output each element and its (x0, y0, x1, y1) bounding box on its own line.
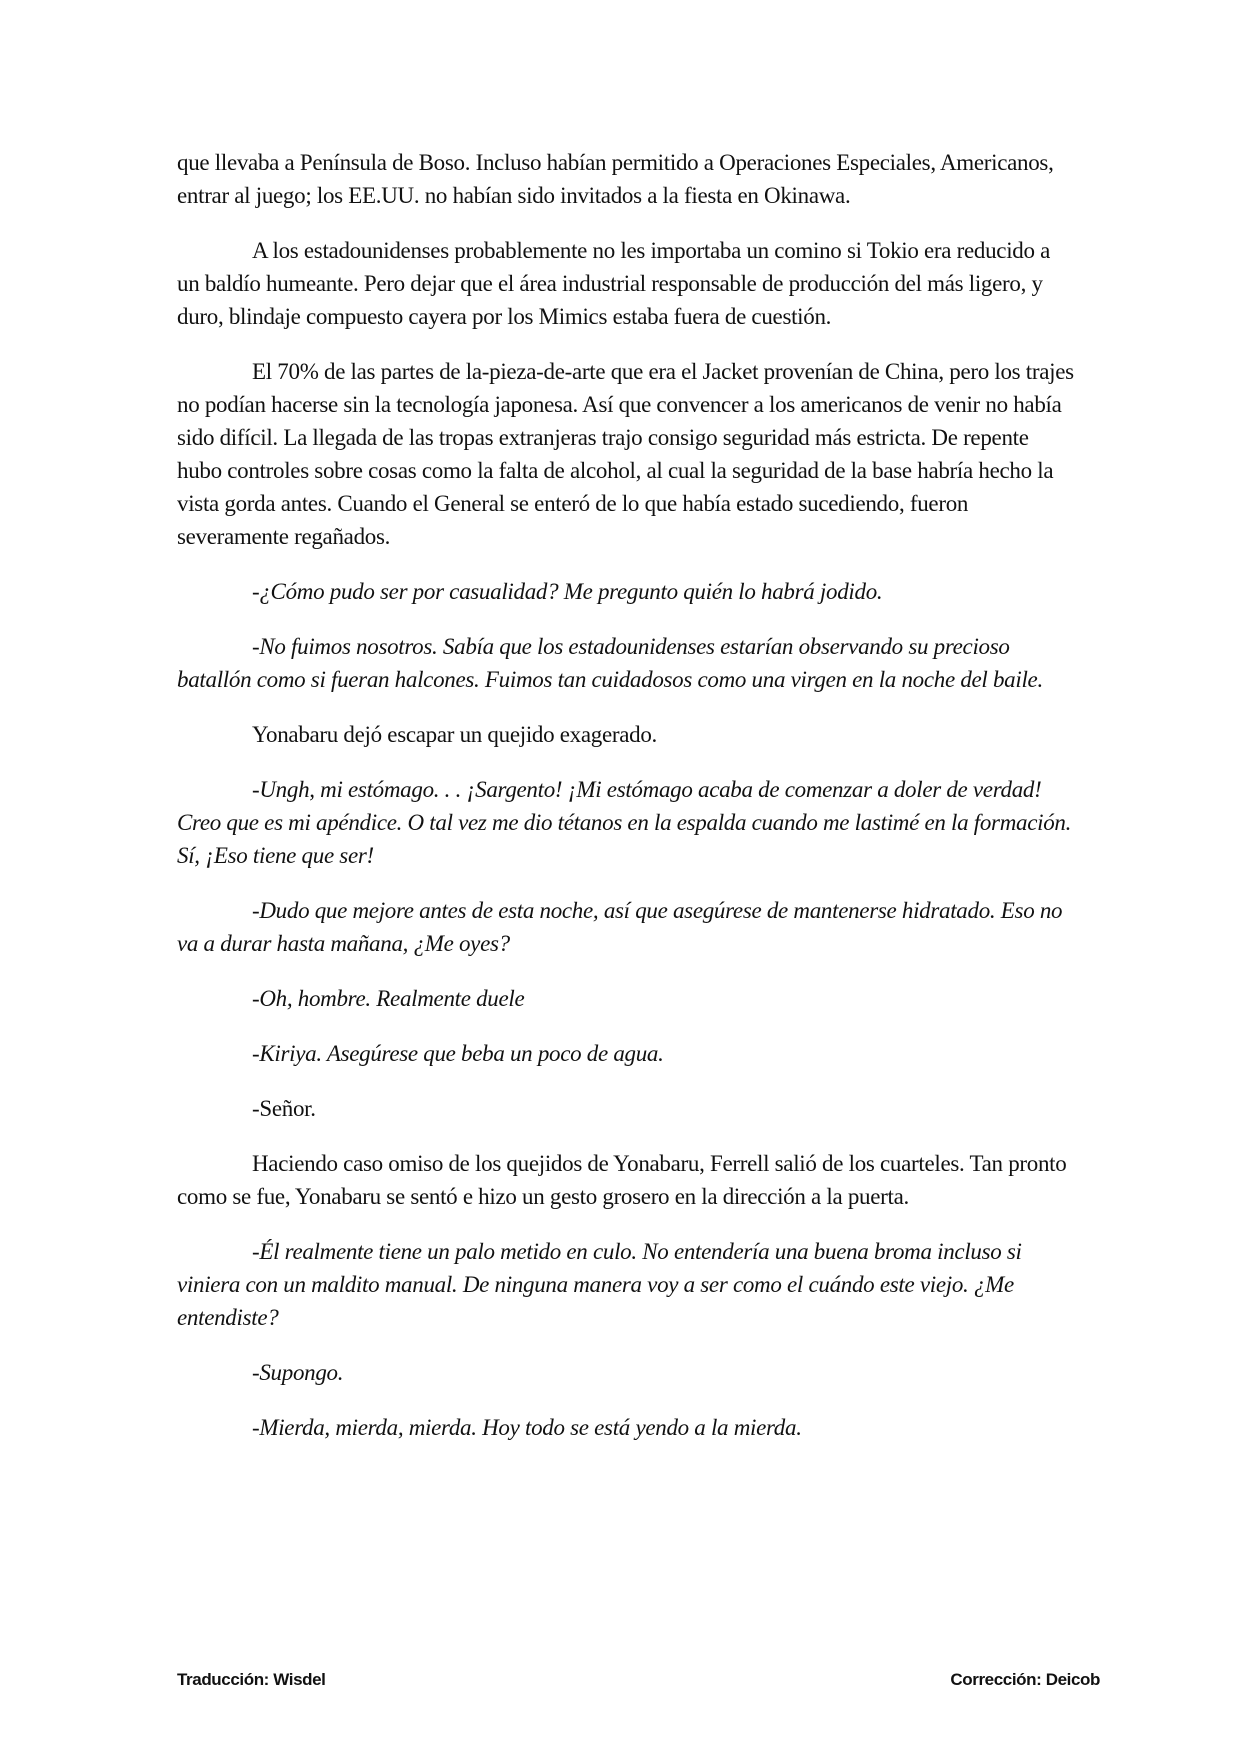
paragraph-dialogue: -¿Cómo pudo ser por casualidad? Me pregunto quién lo habrá jodido. (252, 579, 883, 604)
paragraph-narration: Haciendo caso omiso de los quejidos de Yonabaru, Ferrell salió de los cuarteles. Tan pronto como se fue, Yonabaru se sentó e hizo un gesto grosero en la dirección a la puerta. (177, 1151, 1067, 1209)
paragraph-narration: A los estadounidenses probablemente no les importaba un comino si Tokio era reducido a un baldío humeante. Pero dejar que el área industrial responsable de producción del más ligero, y duro, blindaje compuesto cayera por los Mimics estaba fuera de cuestión. (177, 238, 1051, 329)
translation-credit: Traducción: Wisdel (177, 1670, 326, 1689)
paragraph-dialogue: -Dudo que mejore antes de esta noche, así que asegúrese de mantenerse hidratado. Eso no va a durar hasta mañana, ¿Me oyes? (177, 898, 1063, 956)
paragraph-dialogue: -Kiriya. Asegúrese que beba un poco de agua. (252, 1041, 664, 1066)
paragraph-dialogue: -Oh, hombre. Realmente duele (252, 986, 525, 1011)
paragraph-dialogue: -Mierda, mierda, mierda. Hoy todo se está yendo a la mierda. (252, 1415, 802, 1440)
paragraph-dialogue: -Él realmente tiene un palo metido en culo. No entendería una buena broma incluso si viniera con un maldito manual. De ninguna manera voy a ser como el cuándo este viejo. ¿Me entendiste? (177, 1239, 1022, 1330)
page-footer (177, 1670, 1100, 1690)
correction-credit: Corrección: Deicob (950, 1670, 1100, 1689)
document-body (177, 146, 1077, 1466)
paragraph-dialogue: -Señor. (252, 1096, 316, 1121)
paragraph-dialogue: -Supongo. (252, 1360, 344, 1385)
paragraph-dialogue: -No fuimos nosotros. Sabía que los estadounidenses estarían observando su precioso batallón como si fueran halcones. Fuimos tan cuidadosos como una virgen en la noche del baile. (177, 634, 1043, 692)
paragraph-narration: Yonabaru dejó escapar un quejido exagerado. (252, 722, 658, 747)
paragraph-dialogue: -Ungh, mi estómago. . . ¡Sargento! ¡Mi estómago acaba de comenzar a doler de verdad! Creo que es mi apéndice. O tal vez me dio tétanos en la espalda cuando me lastimé en la formación. Sí, ¡Eso tiene que ser! (177, 777, 1072, 868)
paragraph-narration: que llevaba a Península de Boso. Incluso habían permitido a Operaciones Especiales, Americanos, entrar al juego; los EE.UU. no habían sido invitados a la fiesta en Okinawa. (177, 150, 1054, 208)
paragraph-narration: El 70% de las partes de la-pieza-de-arte que era el Jacket provenían de China, pero los trajes no podían hacerse sin la tecnología japonesa. Así que convencer a los americanos de venir no había sido difícil. La llegada de las tropas extranjeras trajo consigo seguridad más estricta. De repente hubo controles sobre cosas como la falta de alcohol, al cual la seguridad de la base habría hecho la vista gorda antes. Cuando el General se enteró de lo que había estado sucediendo, fueron severamente regañados. (177, 359, 1074, 549)
